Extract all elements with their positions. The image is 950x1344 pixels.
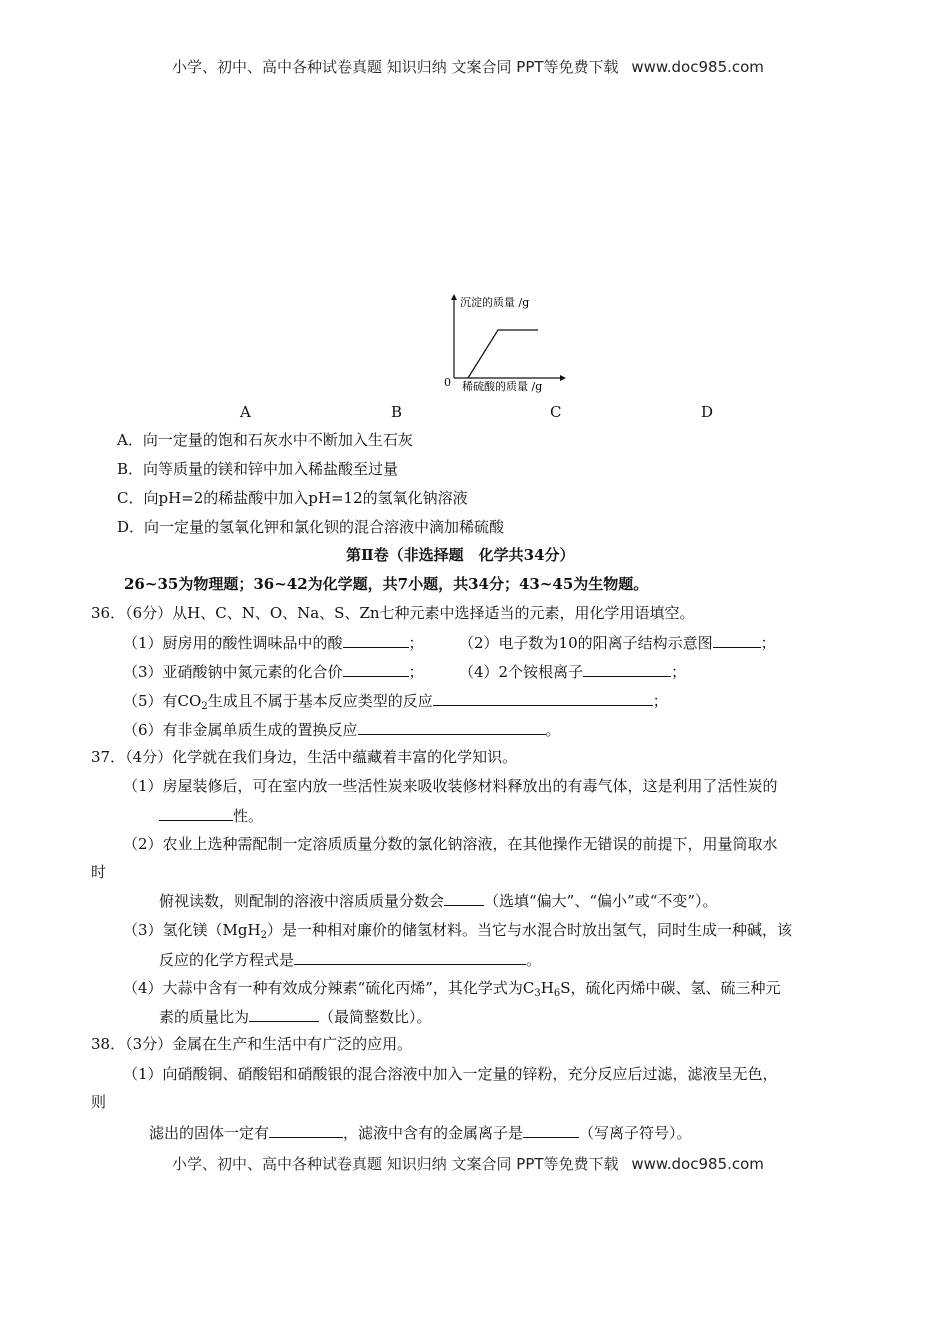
page-footer <box>172 1153 764 1174</box>
answer-blank[interactable] <box>294 949 526 965</box>
q36-part4: （4）2个铵根离子 ； <box>459 663 687 681</box>
q36-part6: （6）有非金属单质生成的置换反应 。 <box>123 721 561 739</box>
option-a: A．向一定量的饱和石灰水中不断加入生石灰 <box>117 431 413 449</box>
q37-part3-line2: 反应的化学方程式是 。 <box>159 951 542 969</box>
option-b: B．向等质量的镁和锌中加入稀盐酸至过量 <box>117 460 399 478</box>
q37-part4-line2: 素的质量比为 （最简整数比）。 <box>159 1008 432 1026</box>
q37-part2-line2: 时 <box>91 863 107 881</box>
q38-stem: 38．（3分）金属在生产和生活中有广泛的应用。 <box>91 1035 413 1053</box>
q37-part1-line1: （1）房屋装修后，可在室内放一些活性炭来吸收装修材料释放出的有毒气体，这是利用了活性炭的 <box>123 777 778 795</box>
q36-part1: （1）厨房用的酸性调味品中的酸 ； <box>123 634 424 652</box>
graph-ylabel: 沉淀的质量 /g <box>460 296 530 309</box>
choice-label-c: C <box>550 403 562 421</box>
answer-blank[interactable] <box>159 805 233 821</box>
q37-part4-line1: （4）大蒜中含有一种有效成分辣素“硫化丙烯”，其化学式为$C_3H_6S$，硫化丙烯中碳、氢、硫三种元 <box>123 979 781 999</box>
precipitate-graph <box>436 292 576 398</box>
answer-blank[interactable] <box>583 661 671 677</box>
q38-part1-line2: 则 <box>91 1093 107 1111</box>
answer-blank[interactable] <box>343 661 409 677</box>
q37-part3-line1: （3）氢化镁（MgH$_2$）是一种相对廉价的储氢材料。当它与水混合时放出氢气，同时生成一种碱，该 <box>123 921 792 941</box>
footer-text: 小学、初中、高中各种试卷真题 知识归纳 文案合同 PPT等免费下载 <box>172 1155 619 1173</box>
option-d: D．向一定量的氢氧化钾和氯化钡的混合溶液中滴加稀硫酸 <box>117 518 505 536</box>
answer-blank[interactable] <box>713 632 761 648</box>
q38-part1-line3: 滤出的固体一定有 ，滤液中含有的金属离子是 （写离子符号）。 <box>149 1124 692 1142</box>
answer-blank[interactable] <box>523 1122 579 1138</box>
answer-blank[interactable] <box>249 1006 319 1022</box>
q36-part3: （3）亚硝酸钠中氮元素的化合价 ； <box>123 663 424 681</box>
x-axis-arrow <box>560 375 566 381</box>
answer-blank[interactable] <box>269 1122 343 1138</box>
q36-stem: 36．（6分）从H、C、N、O、Na、S、Zn七种元素中选择适当的元素，用化学用语填空。 <box>91 604 695 622</box>
q37-part2-line1: （2）农业上选种需配制一定溶质质量分数的氯化钠溶液，在其他操作无错误的前提下，用量筒取水 <box>123 835 778 853</box>
answer-blank[interactable] <box>444 890 484 906</box>
q37-part2-line3: 俯视读数，则配制的溶液中溶质质量分数会 （选填“偏大”、“偏小”或“不变”）。 <box>159 892 718 910</box>
q36-part2: （2）电子数为10的阳离子结构示意图 ； <box>459 634 776 652</box>
y-axis-arrow <box>451 294 457 300</box>
footer-url: www.doc985.com <box>631 1155 764 1173</box>
q37-stem: 37．（4分）化学就在我们身边，生活中蕴藏着丰富的化学知识。 <box>91 748 518 766</box>
choice-label-b: B <box>391 403 403 421</box>
choice-label-a: A <box>240 403 251 421</box>
q36-part5: （5）有$CO_2$生成且不属于基本反应类型的反应 ； <box>123 692 668 712</box>
section-title: 第Ⅱ卷（非选择题 化学共34分） <box>346 546 575 564</box>
answer-blank[interactable] <box>343 632 409 648</box>
page-header <box>172 56 764 77</box>
option-c: C．向pH=2的稀盐酸中加入pH=12的氢氧化钠溶液 <box>117 489 468 507</box>
section-note: 26~35为物理题；36~42为化学题，共7小题，共34分；43~45为生物题。 <box>124 575 649 593</box>
q37-part1-line2: 性。 <box>159 805 263 826</box>
header-url: www.doc985.com <box>631 58 764 76</box>
graph-origin: 0 <box>444 376 451 389</box>
graph-xlabel: 稀硫酸的质量 /g <box>462 380 543 393</box>
q38-part1-line1: （1）向硝酸铜、硝酸铝和硝酸银的混合溶液中加入一定量的锌粉，充分反应后过滤，滤液呈无色， <box>123 1065 778 1083</box>
answer-blank[interactable] <box>358 719 546 735</box>
choice-label-d: D <box>701 403 714 421</box>
header-text: 小学、初中、高中各种试卷真题 知识归纳 文案合同 PPT等免费下载 <box>172 58 619 76</box>
precipitate-curve <box>468 330 538 378</box>
answer-blank[interactable] <box>433 690 653 706</box>
